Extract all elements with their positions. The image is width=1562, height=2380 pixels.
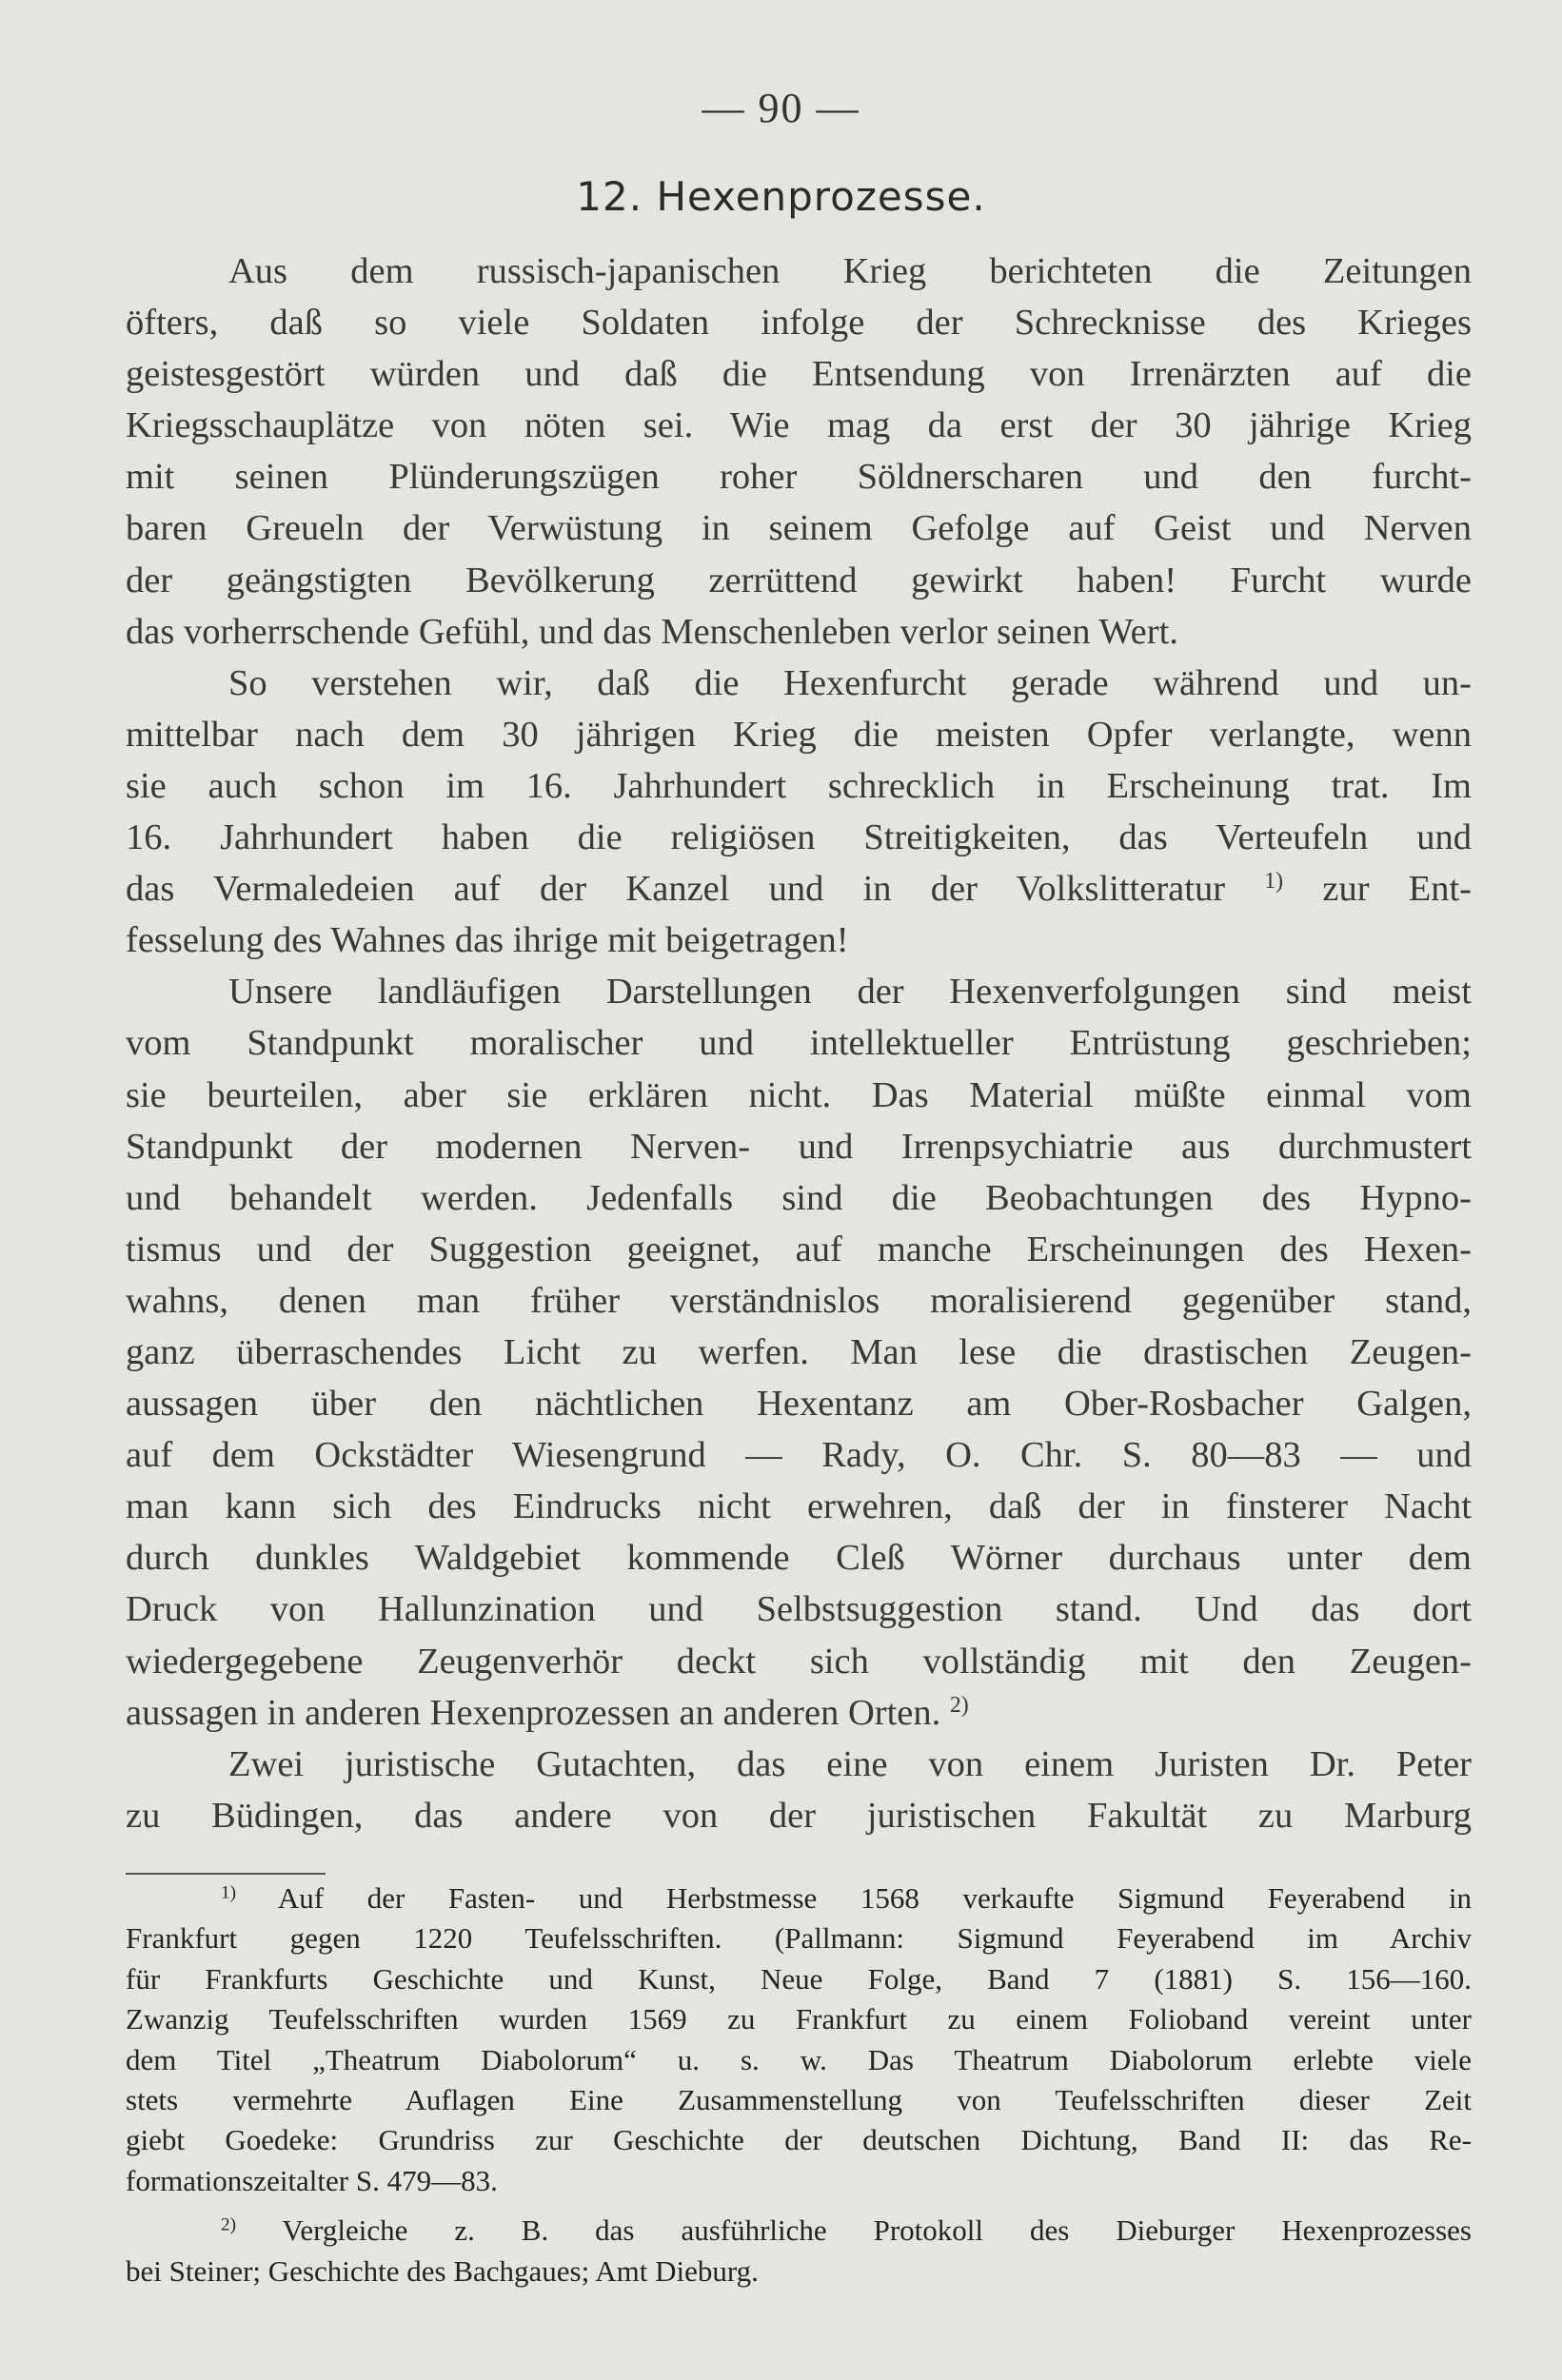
footnotes bbox=[126, 1878, 1472, 2291]
body-line: Kriegsschauplätze von nöten sei. Wie mag da erst der 30 jährige Krieg bbox=[126, 405, 1472, 446]
body-line: öfters, daß so viele Soldaten infolge der Schrecknisse des Krieges bbox=[126, 303, 1472, 344]
body-line: sie beurteilen, aber sie erklären nicht. Das Material müßte einmal vom bbox=[126, 1074, 1472, 1115]
footnote-line: giebt Goedeke: Grundriss zur Geschichte der deutschen Dichtung, Band II: das Re- bbox=[126, 2123, 1472, 2157]
footnote-gap bbox=[126, 2201, 1472, 2211]
body-line: aussagen über den nächtlichen Hexentanz am Ober-Rosbacher Galgen, bbox=[126, 1384, 1472, 1425]
body-line-text: aussagen in anderen Hexenprozessen an anderen Orten. bbox=[126, 1692, 941, 1733]
footnote-line: für Frankfurts Geschichte und Kunst, Neue Folge, Band 7 (1881) S. 156—160. bbox=[126, 1961, 1472, 1996]
footnote-line: bei Steiner; Geschichte des Bachgaues; Amt Dieburg. bbox=[126, 2253, 759, 2288]
body-line: mittelbar nach dem 30 jährigen Krieg die meisten Opfer verlangte, wenn bbox=[126, 714, 1472, 755]
body-line: Zwei juristische Gutachten, das eine von einem Juristen Dr. Peter bbox=[228, 1743, 1472, 1784]
body-line: geistesgestört würden und daß die Entsendung von Irrenärzten auf die bbox=[126, 354, 1472, 395]
footnote-marker-1: 1) bbox=[221, 1882, 236, 1903]
page-number: — 90 — bbox=[702, 85, 860, 131]
footnote-line: stets vermehrte Auflagen Eine Zusammenstellung von Teufelsschriften dieser Zeit bbox=[126, 2082, 1472, 2116]
footnote-line bbox=[126, 2211, 1472, 2251]
footnote-ref-2: 2) bbox=[949, 1692, 969, 1718]
body-line-with-footnote-ref bbox=[126, 863, 1472, 915]
body-line: fesselung des Wahnes das ihrige mit beigetragen! bbox=[126, 920, 849, 961]
body-line: sie auch schon im 16. Jahrhundert schrecklich in Erscheinung trat. Im bbox=[126, 765, 1472, 806]
footnote-separator bbox=[126, 1873, 326, 1875]
body-line: ganz überraschendes Licht zu werfen. Man lese die drastischen Zeugen- bbox=[126, 1331, 1472, 1372]
body-line-with-footnote-ref bbox=[126, 1687, 1472, 1739]
body-line-continuation: zur Ent- bbox=[1283, 869, 1473, 910]
body-line: 16. Jahrhundert haben die religiösen Streitigkeiten, das Verteufeln und bbox=[126, 817, 1472, 858]
body-line: So verstehen wir, daß die Hexenfurcht gerade während und un- bbox=[228, 662, 1472, 703]
body-line: zu Büdingen, das andere von der juristischen Fakultät zu Marburg bbox=[126, 1795, 1472, 1836]
body-line: vom Standpunkt moralischer und intellektueller Entrüstung geschrieben; bbox=[126, 1023, 1472, 1064]
body-line: Unsere landläufigen Darstellungen der Hexenverfolgungen sind meist bbox=[228, 972, 1472, 1013]
footnote-line bbox=[126, 1878, 1472, 1918]
body-line-text: das Vermaledeien auf der Kanzel und in der Volkslitteratur bbox=[126, 869, 1226, 910]
body-line: mit seinen Plünderungszügen roher Söldnerscharen und den furcht- bbox=[126, 457, 1472, 498]
body-line: Aus dem russisch-japanischen Krieg berichteten die Zeitungen bbox=[228, 251, 1472, 291]
body-line: und behandelt werden. Jedenfalls sind die Beobachtungen des Hypno- bbox=[126, 1177, 1472, 1218]
body-line: der geängstigten Bevölkerung zerrüttend gewirkt haben! Furcht wurde bbox=[126, 560, 1472, 600]
body-line: Druck von Hallunzination und Selbstsuggestion stand. Und das dort bbox=[126, 1589, 1472, 1630]
footnote-text: Vergleiche z. B. das ausführliche Protokoll des Dieburger Hexenprozesses bbox=[282, 2213, 1472, 2248]
footnote-line: Zwanzig Teufelsschriften wurden 1569 zu Frankfurt zu einem Folioband vereint unter bbox=[126, 2002, 1472, 2036]
body-line: das vorherrschende Gefühl, und das Menschenleben verlor seinen Wert. bbox=[126, 611, 1178, 652]
body-text bbox=[126, 246, 1472, 1841]
body-line: baren Greueln der Verwüstung in seinem Gefolge auf Geist und Nerven bbox=[126, 508, 1472, 549]
footnote-text: Auf der Fasten- und Herbstmesse 1568 verkaufte Sigmund Feyerabend in bbox=[277, 1881, 1472, 1915]
footnote-ref-1: 1) bbox=[1264, 869, 1284, 894]
section-heading: 12. Hexenprozesse. bbox=[576, 173, 986, 220]
body-line: auf dem Ockstädter Wiesengrund — Rady, O. Chr. S. 80—83 — und bbox=[126, 1435, 1472, 1476]
footnote-line: dem Titel „Theatrum Diabolorum“ u. s. w. Das Theatrum Diabolorum erlebte viele bbox=[126, 2042, 1472, 2076]
footnote-line: formationszeitalter S. 479—83. bbox=[126, 2163, 498, 2197]
body-line: wiedergegebene Zeugenverhör deckt sich vollständig mit den Zeugen- bbox=[126, 1641, 1472, 1682]
body-line: tismus und der Suggestion geeignet, auf manche Erscheinungen des Hexen- bbox=[126, 1229, 1472, 1269]
footnote-line: Frankfurt gegen 1220 Teufelsschriften. (Pallmann: Sigmund Feyerabend im Archiv bbox=[126, 1921, 1472, 1956]
body-line: Standpunkt der modernen Nerven- und Irrenpsychiatrie aus durchmustert bbox=[126, 1126, 1472, 1167]
body-line: durch dunkles Waldgebiet kommende Cleß Wörner durchaus unter dem bbox=[126, 1538, 1472, 1579]
body-line: man kann sich des Eindrucks nicht erwehren, daß der in finsterer Nacht bbox=[126, 1486, 1472, 1527]
body-line: wahns, denen man früher verständnislos moralisierend gegenüber stand, bbox=[126, 1280, 1472, 1321]
footnote-marker-2: 2) bbox=[221, 2214, 236, 2235]
